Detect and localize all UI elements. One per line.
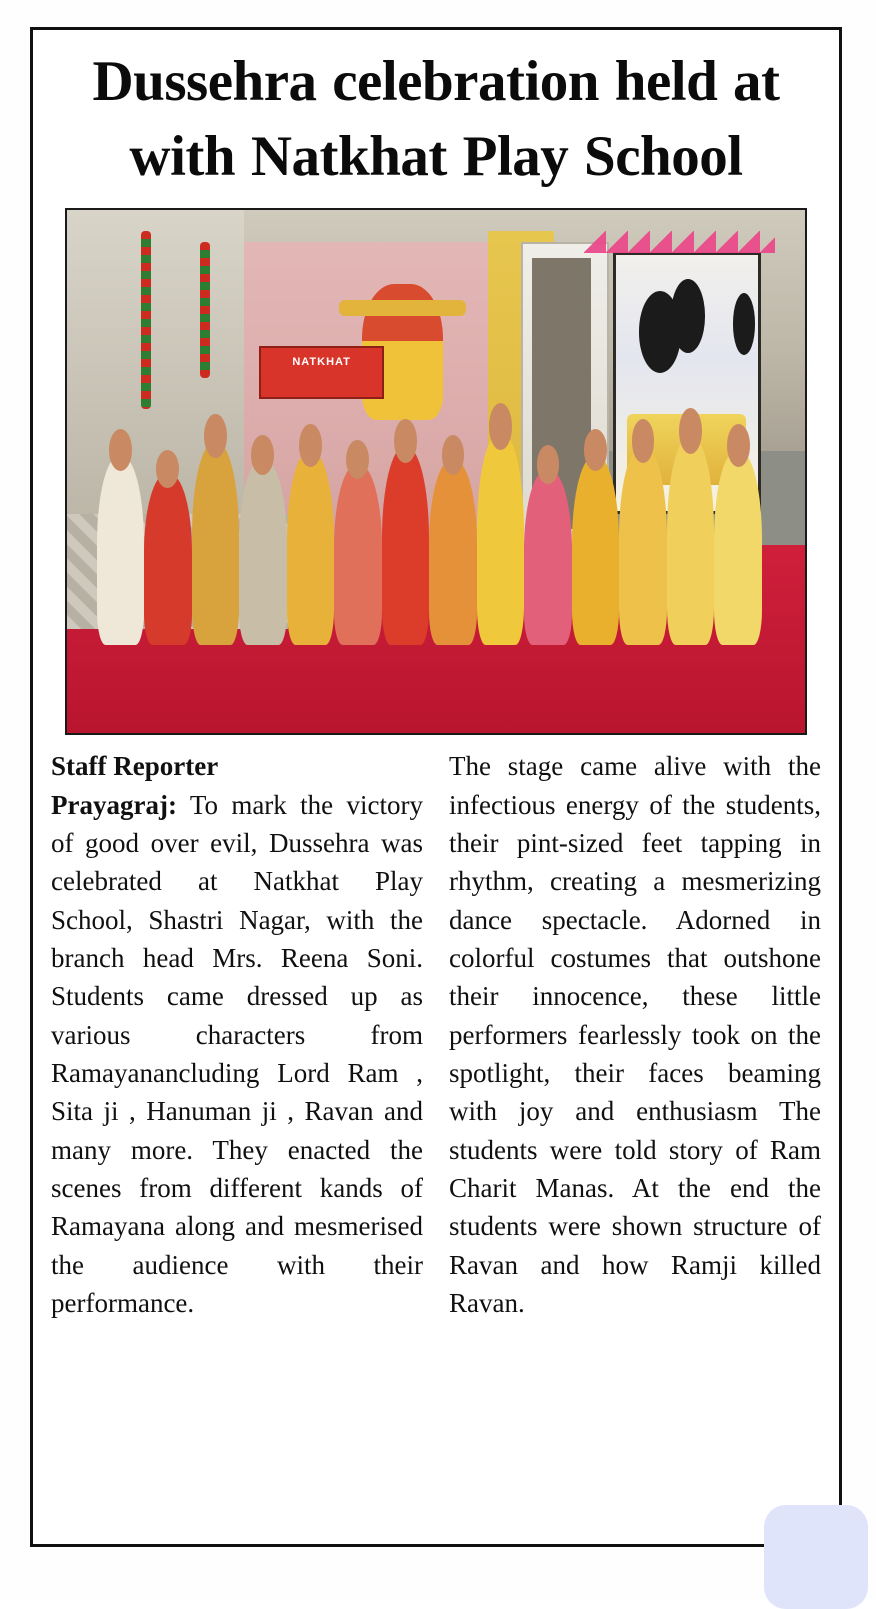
photo-garland-left: [141, 231, 151, 409]
child-figure: [524, 470, 572, 645]
article-text: To mark the victory of good over evil, Dussehra was celebrated at Natkhat Play School, Shastri Nagar, with the branch head Mrs. Reena Soni. Students came dressed up as various characters from Ramayanancluding Lord Ram , Sita ji , Hanuman ji , Ravan and many more. They enacted the scenes from different kands of Ramayana along and mesmerised the audience with their performance.: [51, 789, 423, 1319]
cut-off-header-text: [46, 0, 466, 12]
page-title: Dussehra celebration held at with Natkhat Play School: [92, 50, 780, 189]
child-figure: [572, 456, 620, 645]
article-body: [51, 747, 821, 1322]
photo-garland-right: [200, 242, 210, 378]
photo-school-signboard: NATKHAT: [259, 346, 384, 398]
photo-children-group: [97, 414, 776, 644]
article-clipping: [30, 27, 842, 1547]
child-figure: [287, 451, 335, 644]
child-figure: [714, 451, 762, 644]
article-text: The stage came alive with the infectious energy of the students, their pint-sized feet tapping in rhythm, creating a mesmerizing dance spectacle. Adorned in colorful costumes that outshone their innocence, these little performers fearlessly took on the spotlight, their faces beaming with joy and enthusiasm The students were told story of Ram Charit Manas. At the end the students were shown structure of Ravan and how Ramji killed Ravan.: [449, 751, 821, 1319]
child-figure: [334, 465, 382, 644]
child-figure: [429, 460, 477, 644]
child-figure: [382, 447, 430, 645]
child-figure: [97, 456, 145, 645]
child-figure: [667, 437, 715, 644]
article-photo: [65, 208, 807, 735]
byline: Staff Reporter: [51, 751, 219, 782]
dateline: Prayagraj:: [51, 789, 177, 820]
floating-action-button[interactable]: [764, 1505, 868, 1609]
child-figure: [239, 460, 287, 644]
child-figure: [619, 447, 667, 645]
child-figure: [144, 474, 192, 644]
child-figure: [477, 433, 525, 645]
child-figure: [192, 442, 240, 644]
photo-bunting-flags: [584, 231, 776, 257]
article-column-right: [449, 747, 821, 1322]
article-column-left: [51, 747, 423, 1322]
